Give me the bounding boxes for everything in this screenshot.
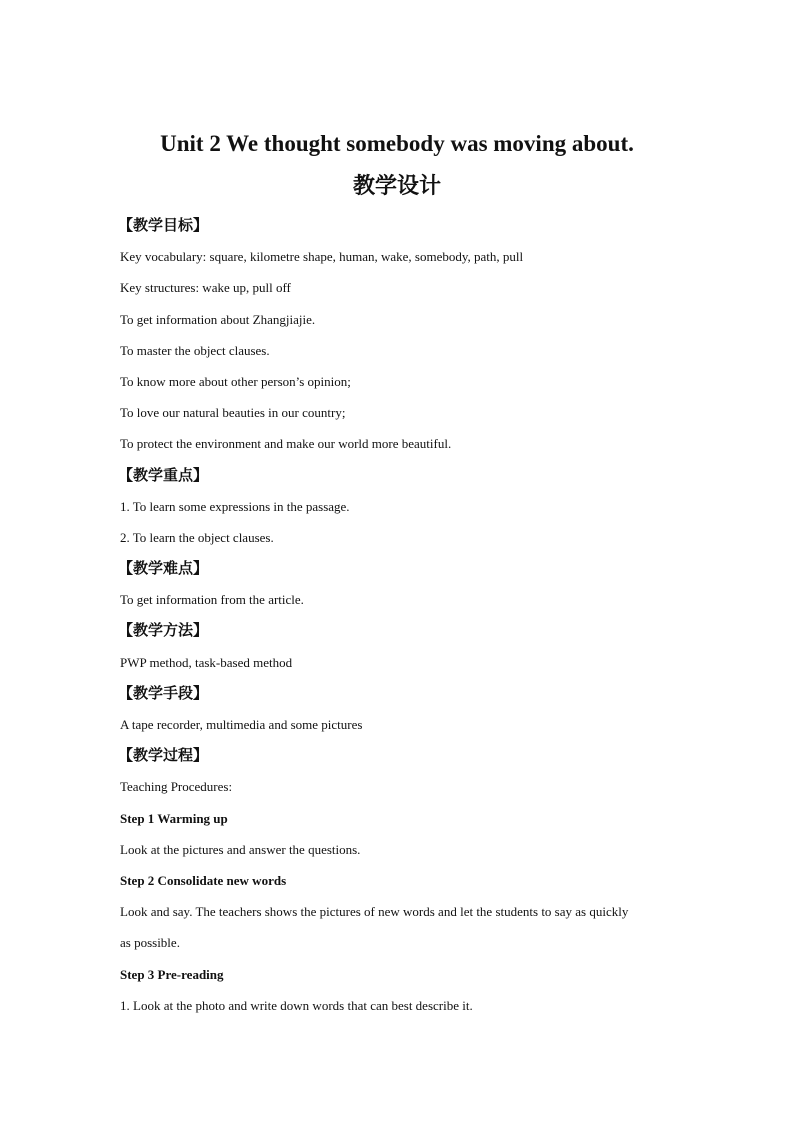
step-heading: Step 1 Warming up bbox=[120, 810, 228, 826]
body-text-line: 1. Look at the photo and write down words that can best describe it. bbox=[120, 997, 473, 1013]
body-text-line: A tape recorder, multimedia and some pictures bbox=[120, 717, 363, 732]
section-heading: 【教学重点】 bbox=[118, 465, 209, 484]
step-heading: Step 3 Pre-reading bbox=[120, 966, 224, 982]
body-text-line: To get information from the article. bbox=[120, 592, 304, 608]
body-text-line: PWP method, task-based method bbox=[120, 654, 293, 670]
body-text-line: 1. To learn some expressions in the passage. bbox=[120, 498, 350, 514]
body-text-line: as possible. bbox=[120, 935, 180, 951]
body-text-line: Teaching Procedures: bbox=[120, 779, 233, 795]
body-text-line: 2. To learn the object clauses. bbox=[120, 529, 274, 545]
section-heading: 【教学目标】 bbox=[118, 216, 209, 234]
body-text-line: Look and say. The teachers shows the pictures of new words and let the students to say as quickly bbox=[120, 904, 629, 920]
body-text-line: Key structures: wake up, pull off bbox=[120, 280, 291, 296]
section-heading: 【教学过程】 bbox=[118, 746, 209, 765]
step-heading: Step 2 Consolidate new words bbox=[120, 872, 287, 888]
section-heading: 【教学难点】 bbox=[118, 559, 209, 578]
body-text-line: To master the object clauses. bbox=[120, 342, 270, 358]
section-heading: 【教学方法】 bbox=[118, 621, 209, 640]
body-text-line: To protect the environment and make our world more beautiful. bbox=[120, 436, 452, 452]
body-text-line: To get information about Zhangjiajie. bbox=[120, 311, 316, 327]
section-heading: 【教学手段】 bbox=[118, 683, 209, 702]
body-text-line: Key vocabulary: square, kilometre shape, human, wake, somebody, path, pull bbox=[120, 249, 524, 265]
body-text-line: Look at the pictures and answer the questions. bbox=[120, 841, 361, 857]
document-subtitle: 教学设计 bbox=[352, 174, 441, 199]
document-title: Unit 2 We thought somebody was moving about. bbox=[160, 131, 634, 156]
body-text-line: To love our natural beauties in our country; bbox=[120, 405, 346, 421]
body-text-line: To know more about other person’s opinion; bbox=[120, 373, 351, 389]
document-body bbox=[120, 210, 690, 1021]
